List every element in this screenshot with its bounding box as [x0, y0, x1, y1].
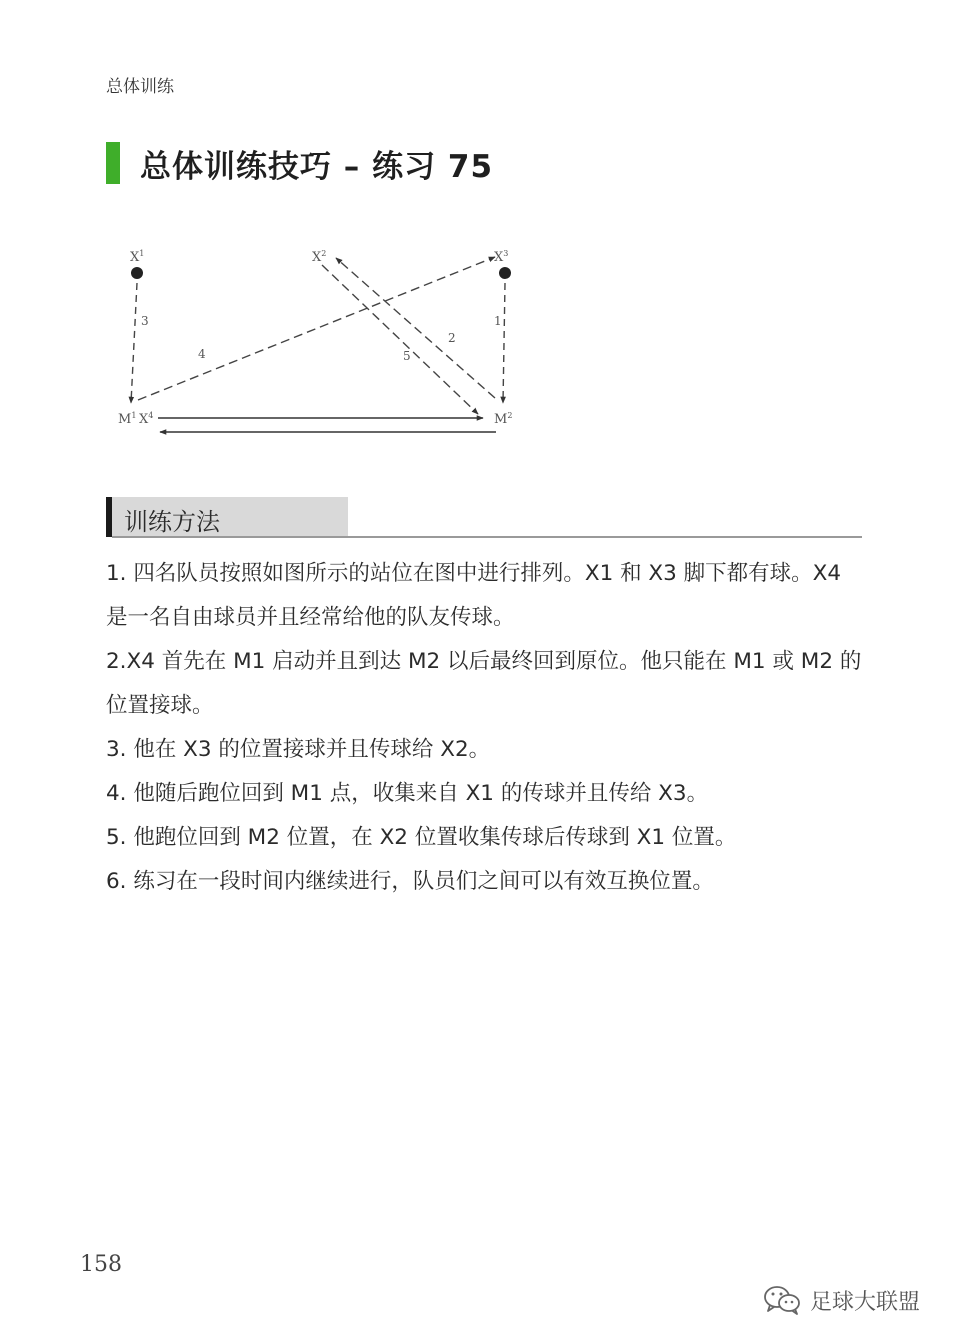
player-x3-dot [499, 267, 511, 279]
wechat-icon [762, 1283, 802, 1317]
label-x3: $X^3$ [494, 249, 509, 265]
path-3-line [131, 283, 137, 403]
label-m1: $M^1$ [118, 411, 137, 427]
path-number-2: 2 [448, 331, 456, 345]
section-heading [106, 497, 862, 539]
label-x2: $X^2$ [312, 249, 327, 265]
watermark [762, 1282, 920, 1318]
label-m2: $M^2$ [494, 411, 513, 427]
section-label: 训练方法 [124, 508, 220, 536]
running-head: 总体训练 [106, 77, 174, 97]
path-number-5: 5 [403, 349, 411, 363]
title-text: 总体训练技巧 – 练习 75 [140, 148, 494, 185]
instruction-item: 1. 四名队员按照如图所示的站位在图中进行排列。X1 和 X3 脚下都有球。X4 是一名自由球员并且经常给他的队友传球。 [106, 561, 842, 630]
section-underline [112, 536, 862, 538]
instructions-list [106, 552, 866, 904]
watermark-text: 足球大联盟 [810, 1289, 921, 1315]
path-number-1: 1 [494, 314, 502, 328]
label-x4: $X^4$ [139, 411, 154, 427]
path-number-4: 4 [198, 347, 206, 361]
path-number-3: 3 [141, 314, 149, 328]
exercise-title [106, 140, 493, 186]
path-4-line [138, 257, 495, 400]
instruction-item: 5. 他跑位回到 M2 位置，在 X2 位置收集传球后传球到 X1 位置。 [106, 825, 737, 850]
instruction-item: 4. 他随后跑位回到 M1 点，收集来自 X1 的传球并且传给 X3。 [106, 781, 709, 806]
instruction-item: 2.X4 首先在 M1 启动并且到达 M2 以后最终回到原位。他只能在 M1 或 M2 的位置接球。 [106, 649, 862, 718]
title-accent-bar [106, 142, 120, 184]
drill-diagram [110, 238, 530, 444]
instruction-item: 3. 他在 X3 的位置接球并且传球给 X2。 [106, 737, 491, 762]
player-x1-dot [131, 267, 143, 279]
page-number: 158 [80, 1252, 122, 1277]
instruction-item: 6. 练习在一段时间内继续进行，队员们之间可以有效互换位置。 [106, 869, 714, 894]
path-1-line [503, 283, 505, 403]
label-x1: $X^1$ [130, 249, 145, 265]
path-2-line [336, 258, 495, 398]
